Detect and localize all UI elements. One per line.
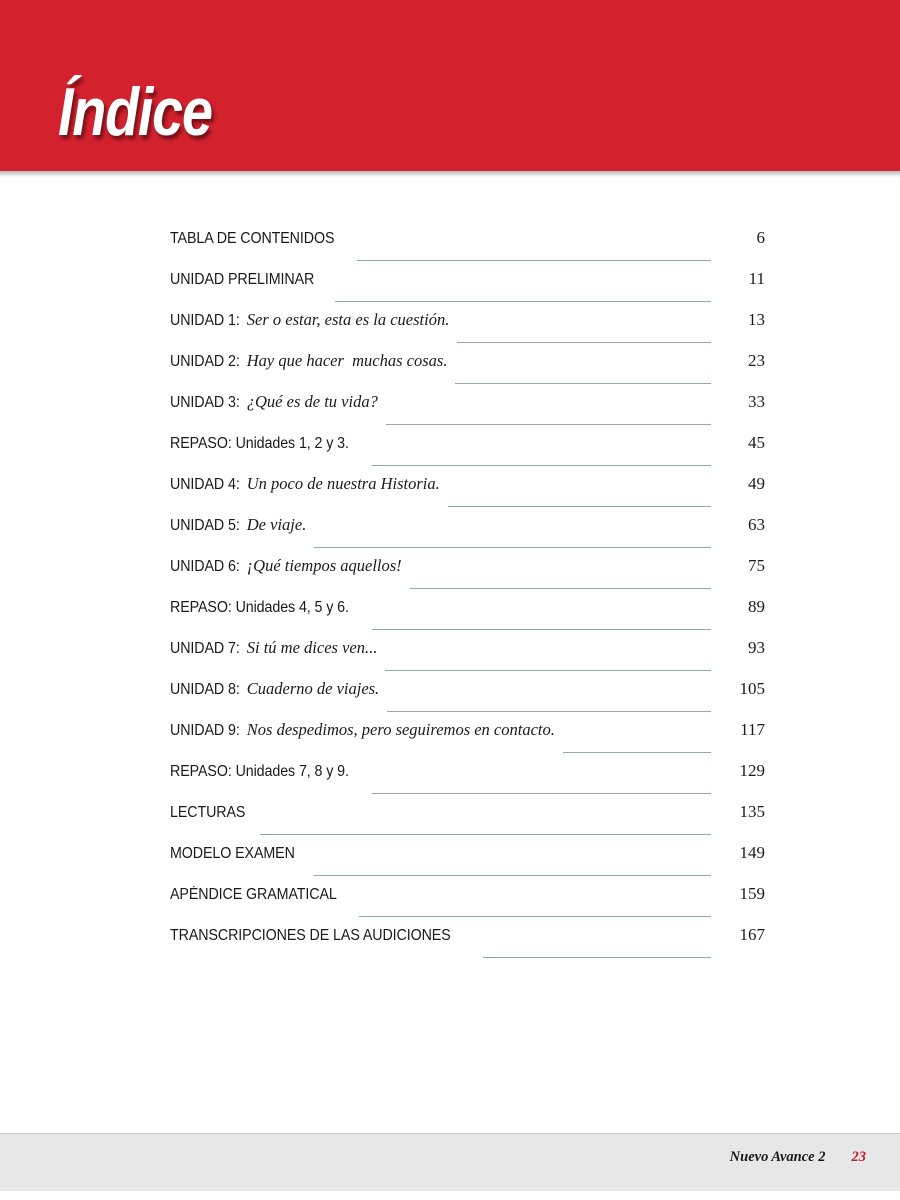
toc-entry-label: REPASO: Unidades 7, 8 y 9. [170, 763, 349, 780]
toc-leader-line [364, 797, 719, 798]
toc-entry-label: UNIDAD 7: [170, 640, 240, 657]
page-title: Índice [58, 74, 212, 150]
toc-entry[interactable] [170, 556, 765, 597]
toc-entry-label: UNIDAD 5: [170, 517, 240, 534]
toc-leader-line [364, 633, 719, 634]
footer-content [0, 1148, 900, 1166]
toc-entry[interactable] [170, 433, 765, 474]
toc-leader-line [327, 305, 719, 306]
toc-leader-line [306, 551, 719, 552]
toc-entry-label: REPASO: Unidades 1, 2 y 3. [170, 435, 349, 452]
toc-entry-page-number: 63 [748, 515, 765, 534]
toc-entry-label: UNIDAD 1: [170, 312, 240, 329]
toc-entry-title: Un poco de nuestra Historia. [246, 474, 440, 493]
toc-entry[interactable] [170, 515, 765, 556]
toc-entry-label: TABLA DE CONTENIDOS [170, 230, 335, 247]
toc-entry-label: UNIDAD 2: [170, 353, 240, 370]
toc-entry[interactable] [170, 228, 765, 269]
toc-leader-line [349, 264, 719, 265]
toc-leader-line [449, 346, 719, 347]
footer-page-number: 23 [851, 1149, 866, 1165]
toc-leader-line [440, 510, 719, 511]
toc-leader-line [377, 674, 719, 675]
toc-entry-page-number: 89 [748, 597, 765, 616]
toc-entry[interactable] [170, 925, 765, 966]
toc-entry[interactable] [170, 761, 765, 802]
toc-entry-page-number: 75 [748, 556, 765, 575]
toc-entry-page-number: 45 [748, 433, 765, 452]
toc-entry-label: UNIDAD 3: [170, 394, 240, 411]
toc-entry[interactable] [170, 884, 765, 925]
toc-leader-line [252, 838, 719, 839]
toc-entry-label: UNIDAD 8: [170, 681, 240, 698]
toc-entry-page-number: 135 [739, 802, 765, 821]
toc-entry-title: De viaje. [246, 515, 307, 534]
toc-entry[interactable] [170, 597, 765, 638]
toc-entry-label: UNIDAD 4: [170, 476, 240, 493]
toc-entry-page-number: 167 [739, 925, 765, 944]
toc-entry-label: UNIDAD 9: [170, 722, 240, 739]
toc-entry-title: ¡Qué tiempos aquellos! [246, 556, 402, 575]
toc-entry-page-number: 117 [740, 720, 765, 739]
toc-entry[interactable] [170, 802, 765, 843]
toc-entry-title: Cuaderno de viajes. [246, 679, 380, 698]
toc-entry-label: APÉNDICE GRAMATICAL [170, 886, 337, 903]
page-footer-band [0, 1133, 900, 1191]
toc-leader-line [555, 756, 719, 757]
toc-entry-page-number: 105 [739, 679, 765, 698]
toc-entry[interactable] [170, 638, 765, 679]
footer-book-title: Nuevo Avance 2 [729, 1149, 826, 1165]
toc-entry[interactable] [170, 474, 765, 515]
toc-entry-page-number: 23 [748, 351, 765, 370]
toc-entry-page-number: 93 [748, 638, 765, 657]
toc-entry-page-number: 129 [739, 761, 765, 780]
toc-entry-title: Ser o estar, esta es la cuestión. [246, 310, 450, 329]
toc-entry-page-number: 11 [748, 269, 765, 288]
toc-entry-label: TRANSCRIPCIONES DE LAS AUDICIONES [170, 927, 451, 944]
table-of-contents [170, 228, 765, 966]
toc-leader-line [378, 428, 719, 429]
toc-entry-title: Hay que hacer muchas cosas. [246, 351, 448, 370]
toc-leader-line [351, 920, 719, 921]
toc-entry-label: UNIDAD 6: [170, 558, 240, 575]
toc-leader-line [379, 715, 719, 716]
toc-entry-title: Nos despedimos, pero seguiremos en contacto. [246, 720, 555, 739]
toc-entry-page-number: 49 [748, 474, 765, 493]
toc-entry-label: REPASO: Unidades 4, 5 y 6. [170, 599, 349, 616]
toc-entry-title: ¿Qué es de tu vida? [246, 392, 378, 411]
toc-entry[interactable] [170, 351, 765, 392]
toc-leader-line [364, 469, 719, 470]
toc-leader-line [306, 879, 719, 880]
toc-entry[interactable] [170, 310, 765, 351]
page-header-band [0, 0, 900, 171]
toc-entry-title: Si tú me dices ven... [246, 638, 378, 657]
toc-entry[interactable] [170, 679, 765, 720]
toc-entry[interactable] [170, 269, 765, 310]
toc-entry[interactable] [170, 392, 765, 433]
toc-leader-line [402, 592, 719, 593]
toc-entry-page-number: 13 [748, 310, 765, 329]
toc-entry-page-number: 33 [748, 392, 765, 411]
toc-entry-label: UNIDAD PRELIMINAR [170, 271, 315, 288]
toc-entry[interactable] [170, 843, 765, 884]
toc-leader-line [447, 387, 719, 388]
toc-entry-label: LECTURAS [170, 804, 246, 821]
toc-entry-page-number: 159 [739, 884, 765, 903]
toc-entry-page-number: 149 [739, 843, 765, 862]
toc-entry-label: MODELO EXAMEN [170, 845, 295, 862]
toc-entry-page-number: 6 [756, 228, 765, 247]
toc-leader-line [475, 961, 719, 962]
toc-entry[interactable] [170, 720, 765, 761]
